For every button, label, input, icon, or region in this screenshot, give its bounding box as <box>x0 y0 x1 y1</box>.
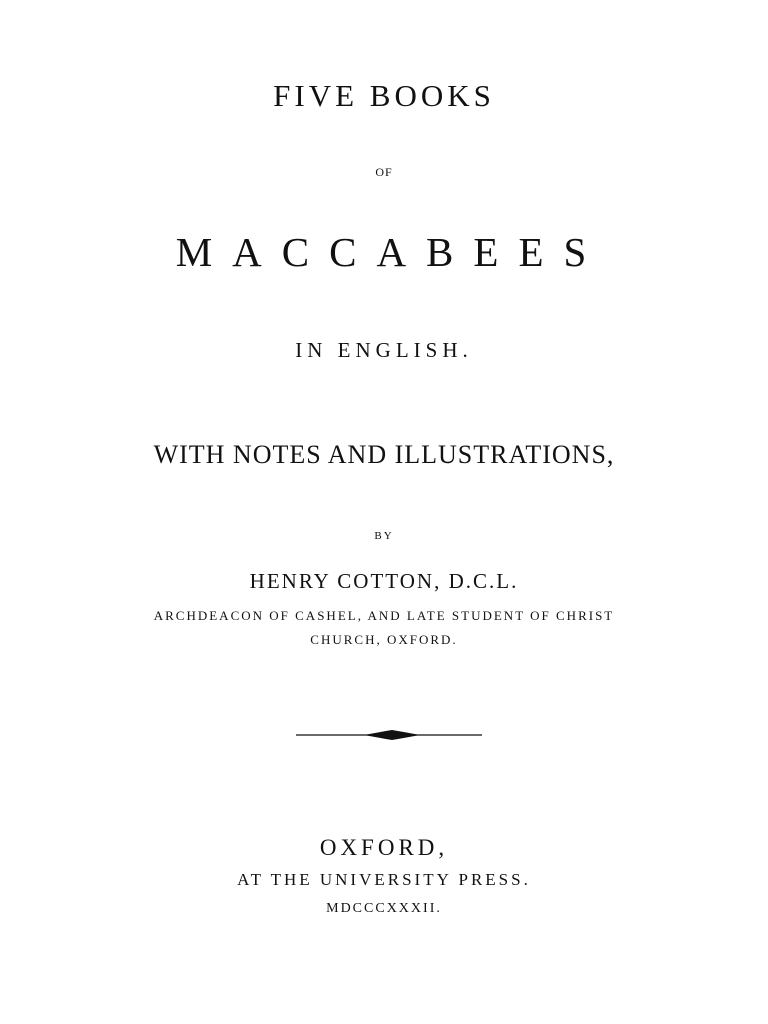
title-connector: OF <box>375 165 393 179</box>
book-title-line: FIVE BOOKS <box>273 78 495 113</box>
publisher: AT THE UNIVERSITY PRESS. <box>237 870 531 889</box>
author-affiliation-continued: CHURCH, OXFORD. <box>310 632 458 647</box>
by-line: BY <box>374 530 394 542</box>
author-name: HENRY COTTON, D.C.L. <box>249 569 519 593</box>
publication-place: OXFORD, <box>319 835 449 860</box>
subtitle: WITH NOTES AND ILLUSTRATIONS, <box>153 440 615 469</box>
language-line: IN ENGLISH. <box>295 338 473 362</box>
publication-date: MDCCCXXXII. <box>326 901 442 916</box>
ornamental-rule-icon <box>296 728 482 742</box>
author-affiliation: ARCHDEACON OF CASHEL, AND LATE STUDENT OF CHRIST <box>153 608 615 623</box>
book-main-title: MACCABEES <box>175 229 607 275</box>
